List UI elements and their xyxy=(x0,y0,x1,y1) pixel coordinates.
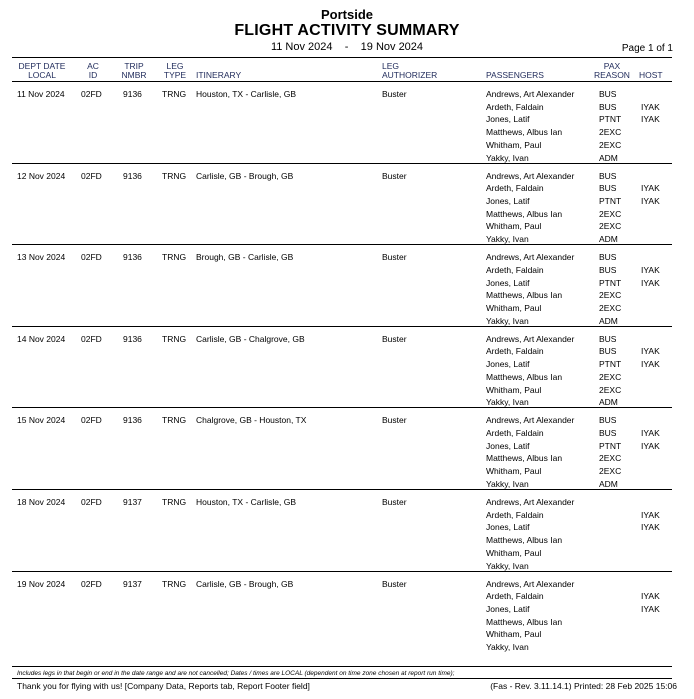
leg-type: TRNG xyxy=(162,89,187,99)
passenger-name: Andrews, Art Alexander xyxy=(486,252,575,263)
itinerary: Brough, GB - Carlisle, GB xyxy=(196,252,294,263)
pax-reason: 2EXC xyxy=(599,384,622,395)
header-dept-date-line2: LOCAL xyxy=(28,70,56,80)
passenger-name: Jones, Latif xyxy=(486,603,530,614)
dept-date: 18 Nov 2024 xyxy=(17,497,66,507)
aircraft-id: 02FD xyxy=(81,497,102,507)
passenger-name: Whitham, Paul xyxy=(486,384,542,395)
header-leg-line1: LEG xyxy=(166,61,184,71)
passenger-name: Whitham, Paul xyxy=(486,466,542,477)
pax-host: IYAK xyxy=(641,346,660,357)
company-name: Portside xyxy=(320,7,373,22)
footnote: Includes legs in that begin or end in the date range and are not cancelled; Dates / times are LOCAL (dependent on time zone chosen at report run time); xyxy=(17,670,455,677)
passenger-name: Yakky, Ivan xyxy=(486,478,529,489)
itinerary: Houston, TX - Carlisle, GB xyxy=(196,89,296,99)
passenger-name: Yakky, Ivan xyxy=(486,642,529,653)
flight-record xyxy=(12,408,672,490)
flight-record xyxy=(12,245,672,327)
itinerary: Chalgrove, GB - Houston, TX xyxy=(196,415,307,426)
pax-host: IYAK xyxy=(641,591,660,602)
dept-date: 14 Nov 2024 xyxy=(17,333,66,344)
passenger-name: Whitham, Paul xyxy=(486,139,542,150)
header-host: HOST xyxy=(639,70,663,80)
column-header-row xyxy=(12,57,672,82)
report-title: FLIGHT ACTIVITY SUMMARY xyxy=(234,22,460,39)
passenger-name: Ardeth, Faldain xyxy=(486,509,544,520)
passenger-name: Ardeth, Faldain xyxy=(486,101,544,112)
header-itinerary: ITINERARY xyxy=(196,70,242,80)
pax-host: IYAK xyxy=(641,603,660,614)
passenger-name: Jones, Latif xyxy=(486,522,530,533)
itinerary: Carlisle, GB - Chalgrove, GB xyxy=(196,333,305,344)
pax-host: IYAK xyxy=(641,183,660,194)
passenger-name: Yakky, Ivan xyxy=(486,315,529,326)
date-separator: - xyxy=(344,41,349,53)
date-from: 11 Nov 2024 xyxy=(270,41,333,53)
record-divider xyxy=(12,244,672,245)
header-ac-id xyxy=(80,62,106,80)
page-number: Page 1 of 1 xyxy=(621,43,673,54)
footer-divider-2 xyxy=(12,678,672,679)
pax-reason: 2EXC xyxy=(599,290,622,301)
aircraft-id: 02FD xyxy=(81,415,102,426)
passenger-name: Andrews, Art Alexander xyxy=(486,415,575,426)
trip-number: 9137 xyxy=(123,578,142,589)
header-trip-nmbr xyxy=(116,62,152,80)
record-divider xyxy=(12,407,672,408)
flight-record xyxy=(12,490,672,572)
pax-reason: PTNT xyxy=(599,359,622,370)
pax-reason: BUS xyxy=(599,264,617,275)
record-divider xyxy=(12,163,672,164)
passenger-name: Matthews, Albus Ian xyxy=(486,371,563,382)
pax-reason: BUS xyxy=(599,170,617,181)
trip-number: 9137 xyxy=(123,497,142,507)
header-leg-authorizer xyxy=(382,62,437,80)
leg-authorizer: Buster xyxy=(382,252,407,263)
pax-reason: 2EXC xyxy=(599,453,622,464)
pax-reason: ADM xyxy=(599,234,618,245)
dept-date: 13 Nov 2024 xyxy=(17,252,66,263)
date-range xyxy=(0,41,694,53)
flight-record xyxy=(12,327,672,409)
pax-reason: 2EXC xyxy=(599,221,622,232)
passenger-name: Whitham, Paul xyxy=(486,547,542,558)
pax-reason: ADM xyxy=(599,152,618,163)
passenger-name: Ardeth, Faldain xyxy=(486,428,544,439)
pax-reason: ADM xyxy=(599,315,618,326)
aircraft-id: 02FD xyxy=(81,170,102,181)
pax-reason: 2EXC xyxy=(599,466,622,477)
itinerary: Houston, TX - Carlisle, GB xyxy=(196,497,296,507)
header-authorizer-line1: LEG xyxy=(382,61,400,71)
footer-divider xyxy=(12,666,672,667)
header-trip-line1: TRIP xyxy=(124,61,144,71)
record-divider xyxy=(12,571,672,572)
pax-reason: BUS xyxy=(599,333,617,344)
header-reason-line2: REASON xyxy=(594,70,630,80)
pax-reason: BUS xyxy=(599,252,617,263)
passenger-name: Jones, Latif xyxy=(486,440,530,451)
pax-reason: BUS xyxy=(599,101,617,112)
pax-host: IYAK xyxy=(641,114,660,125)
flight-record xyxy=(12,82,672,164)
header-authorizer-line2: AUTHORIZER xyxy=(382,70,438,80)
dept-date: 15 Nov 2024 xyxy=(17,415,66,426)
pax-reason: BUS xyxy=(599,428,617,439)
pax-reason: ADM xyxy=(599,478,618,489)
passenger-name: Andrews, Art Alexander xyxy=(486,497,575,507)
leg-type: TRNG xyxy=(162,497,187,507)
passenger-name: Matthews, Albus Ian xyxy=(486,290,563,301)
pax-reason: BUS xyxy=(599,346,617,357)
footer-message: Thank you for flying with us! [Company Data, Reports tab, Report Footer field] xyxy=(17,681,310,691)
passenger-name: Whitham, Paul xyxy=(486,302,542,313)
trip-number: 9136 xyxy=(123,252,142,263)
leg-type: TRNG xyxy=(162,170,187,181)
pax-host: IYAK xyxy=(641,277,660,288)
flight-record xyxy=(12,164,672,246)
pax-host: IYAK xyxy=(641,440,660,451)
passenger-name: Matthews, Albus Ian xyxy=(486,535,563,546)
aircraft-id: 02FD xyxy=(81,252,102,263)
trip-number: 9136 xyxy=(123,415,142,426)
passenger-name: Andrews, Art Alexander xyxy=(486,578,575,589)
leg-type: TRNG xyxy=(162,252,187,263)
header-ac-line1: AC xyxy=(87,61,99,71)
trip-number: 9136 xyxy=(123,333,142,344)
passenger-name: Jones, Latif xyxy=(486,195,530,206)
record-divider xyxy=(12,326,672,327)
leg-authorizer: Buster xyxy=(382,578,407,589)
pax-reason: BUS xyxy=(599,183,617,194)
passenger-name: Andrews, Art Alexander xyxy=(486,333,575,344)
passenger-name: Matthews, Albus Ian xyxy=(486,208,563,219)
passenger-name: Jones, Latif xyxy=(486,277,530,288)
dept-date: 19 Nov 2024 xyxy=(17,578,66,589)
pax-reason: PTNT xyxy=(599,114,622,125)
aircraft-id: 02FD xyxy=(81,333,102,344)
header-dept-date xyxy=(14,62,70,80)
passenger-name: Ardeth, Faldain xyxy=(486,264,544,275)
pax-host: IYAK xyxy=(641,522,660,533)
leg-type: TRNG xyxy=(162,333,187,344)
aircraft-id: 02FD xyxy=(81,89,102,99)
passenger-name: Ardeth, Faldain xyxy=(486,591,544,602)
trip-number: 9136 xyxy=(123,170,142,181)
pax-reason: 2EXC xyxy=(599,371,622,382)
passenger-name: Whitham, Paul xyxy=(486,629,542,640)
header-passengers: PASSENGERS xyxy=(486,70,544,80)
passenger-name: Matthews, Albus Ian xyxy=(486,616,563,627)
passenger-name: Matthews, Albus Ian xyxy=(486,127,563,138)
pax-reason: ADM xyxy=(599,397,618,408)
passenger-name: Andrews, Art Alexander xyxy=(486,89,575,99)
passenger-name: Yakky, Ivan xyxy=(486,397,529,408)
passenger-name: Yakky, Ivan xyxy=(486,234,529,245)
flight-record xyxy=(12,572,672,654)
header-leg-line2: TYPE xyxy=(163,70,187,80)
header-reason-line1: PAX xyxy=(603,61,621,71)
leg-type: TRNG xyxy=(162,415,187,426)
pax-reason: PTNT xyxy=(599,277,622,288)
header-leg-type xyxy=(160,62,190,80)
pax-host: IYAK xyxy=(641,264,660,275)
pax-reason: 2EXC xyxy=(599,302,622,313)
passenger-name: Ardeth, Faldain xyxy=(486,346,544,357)
pax-host: IYAK xyxy=(641,359,660,370)
pax-reason: 2EXC xyxy=(599,127,622,138)
header-trip-line2: NMBR xyxy=(121,70,147,80)
dept-date: 12 Nov 2024 xyxy=(17,170,66,181)
pax-reason: PTNT xyxy=(599,195,622,206)
pax-reason: 2EXC xyxy=(599,208,622,219)
leg-authorizer: Buster xyxy=(382,170,407,181)
pax-reason: BUS xyxy=(599,415,617,426)
passenger-name: Yakky, Ivan xyxy=(486,560,529,571)
itinerary: Carlisle, GB - Brough, GB xyxy=(196,170,294,181)
dept-date: 11 Nov 2024 xyxy=(17,89,65,99)
itinerary: Carlisle, GB - Brough, GB xyxy=(196,578,294,589)
passenger-name: Jones, Latif xyxy=(486,114,530,125)
pax-host: IYAK xyxy=(641,509,660,520)
passenger-name: Yakky, Ivan xyxy=(486,152,529,163)
pax-host: IYAK xyxy=(641,195,660,206)
pax-reason: 2EXC xyxy=(599,139,622,150)
footer-print-info: (Fas - Rev. 3.11.14.1) Printed: 28 Feb 2025 15:06 xyxy=(490,681,677,691)
header-dept-date-line1: DEPT DATE xyxy=(18,61,66,71)
trip-number: 9136 xyxy=(123,89,142,99)
passenger-name: Jones, Latif xyxy=(486,359,530,370)
leg-authorizer: Buster xyxy=(382,415,407,426)
pax-host: IYAK xyxy=(641,101,660,112)
aircraft-id: 02FD xyxy=(81,578,102,589)
passenger-name: Whitham, Paul xyxy=(486,221,542,232)
passenger-name: Matthews, Albus Ian xyxy=(486,453,563,464)
pax-host: IYAK xyxy=(641,428,660,439)
leg-authorizer: Buster xyxy=(382,89,407,99)
record-divider xyxy=(12,489,672,490)
leg-authorizer: Buster xyxy=(382,497,407,507)
passenger-name: Andrews, Art Alexander xyxy=(486,170,575,181)
header-pax-reason xyxy=(590,62,634,80)
pax-reason: PTNT xyxy=(599,440,622,451)
passenger-name: Ardeth, Faldain xyxy=(486,183,544,194)
leg-authorizer: Buster xyxy=(382,333,407,344)
header-ac-line2: ID xyxy=(88,70,98,80)
leg-type: TRNG xyxy=(162,578,187,589)
date-to: 19 Nov 2024 xyxy=(360,41,424,53)
pax-reason: BUS xyxy=(599,89,617,99)
